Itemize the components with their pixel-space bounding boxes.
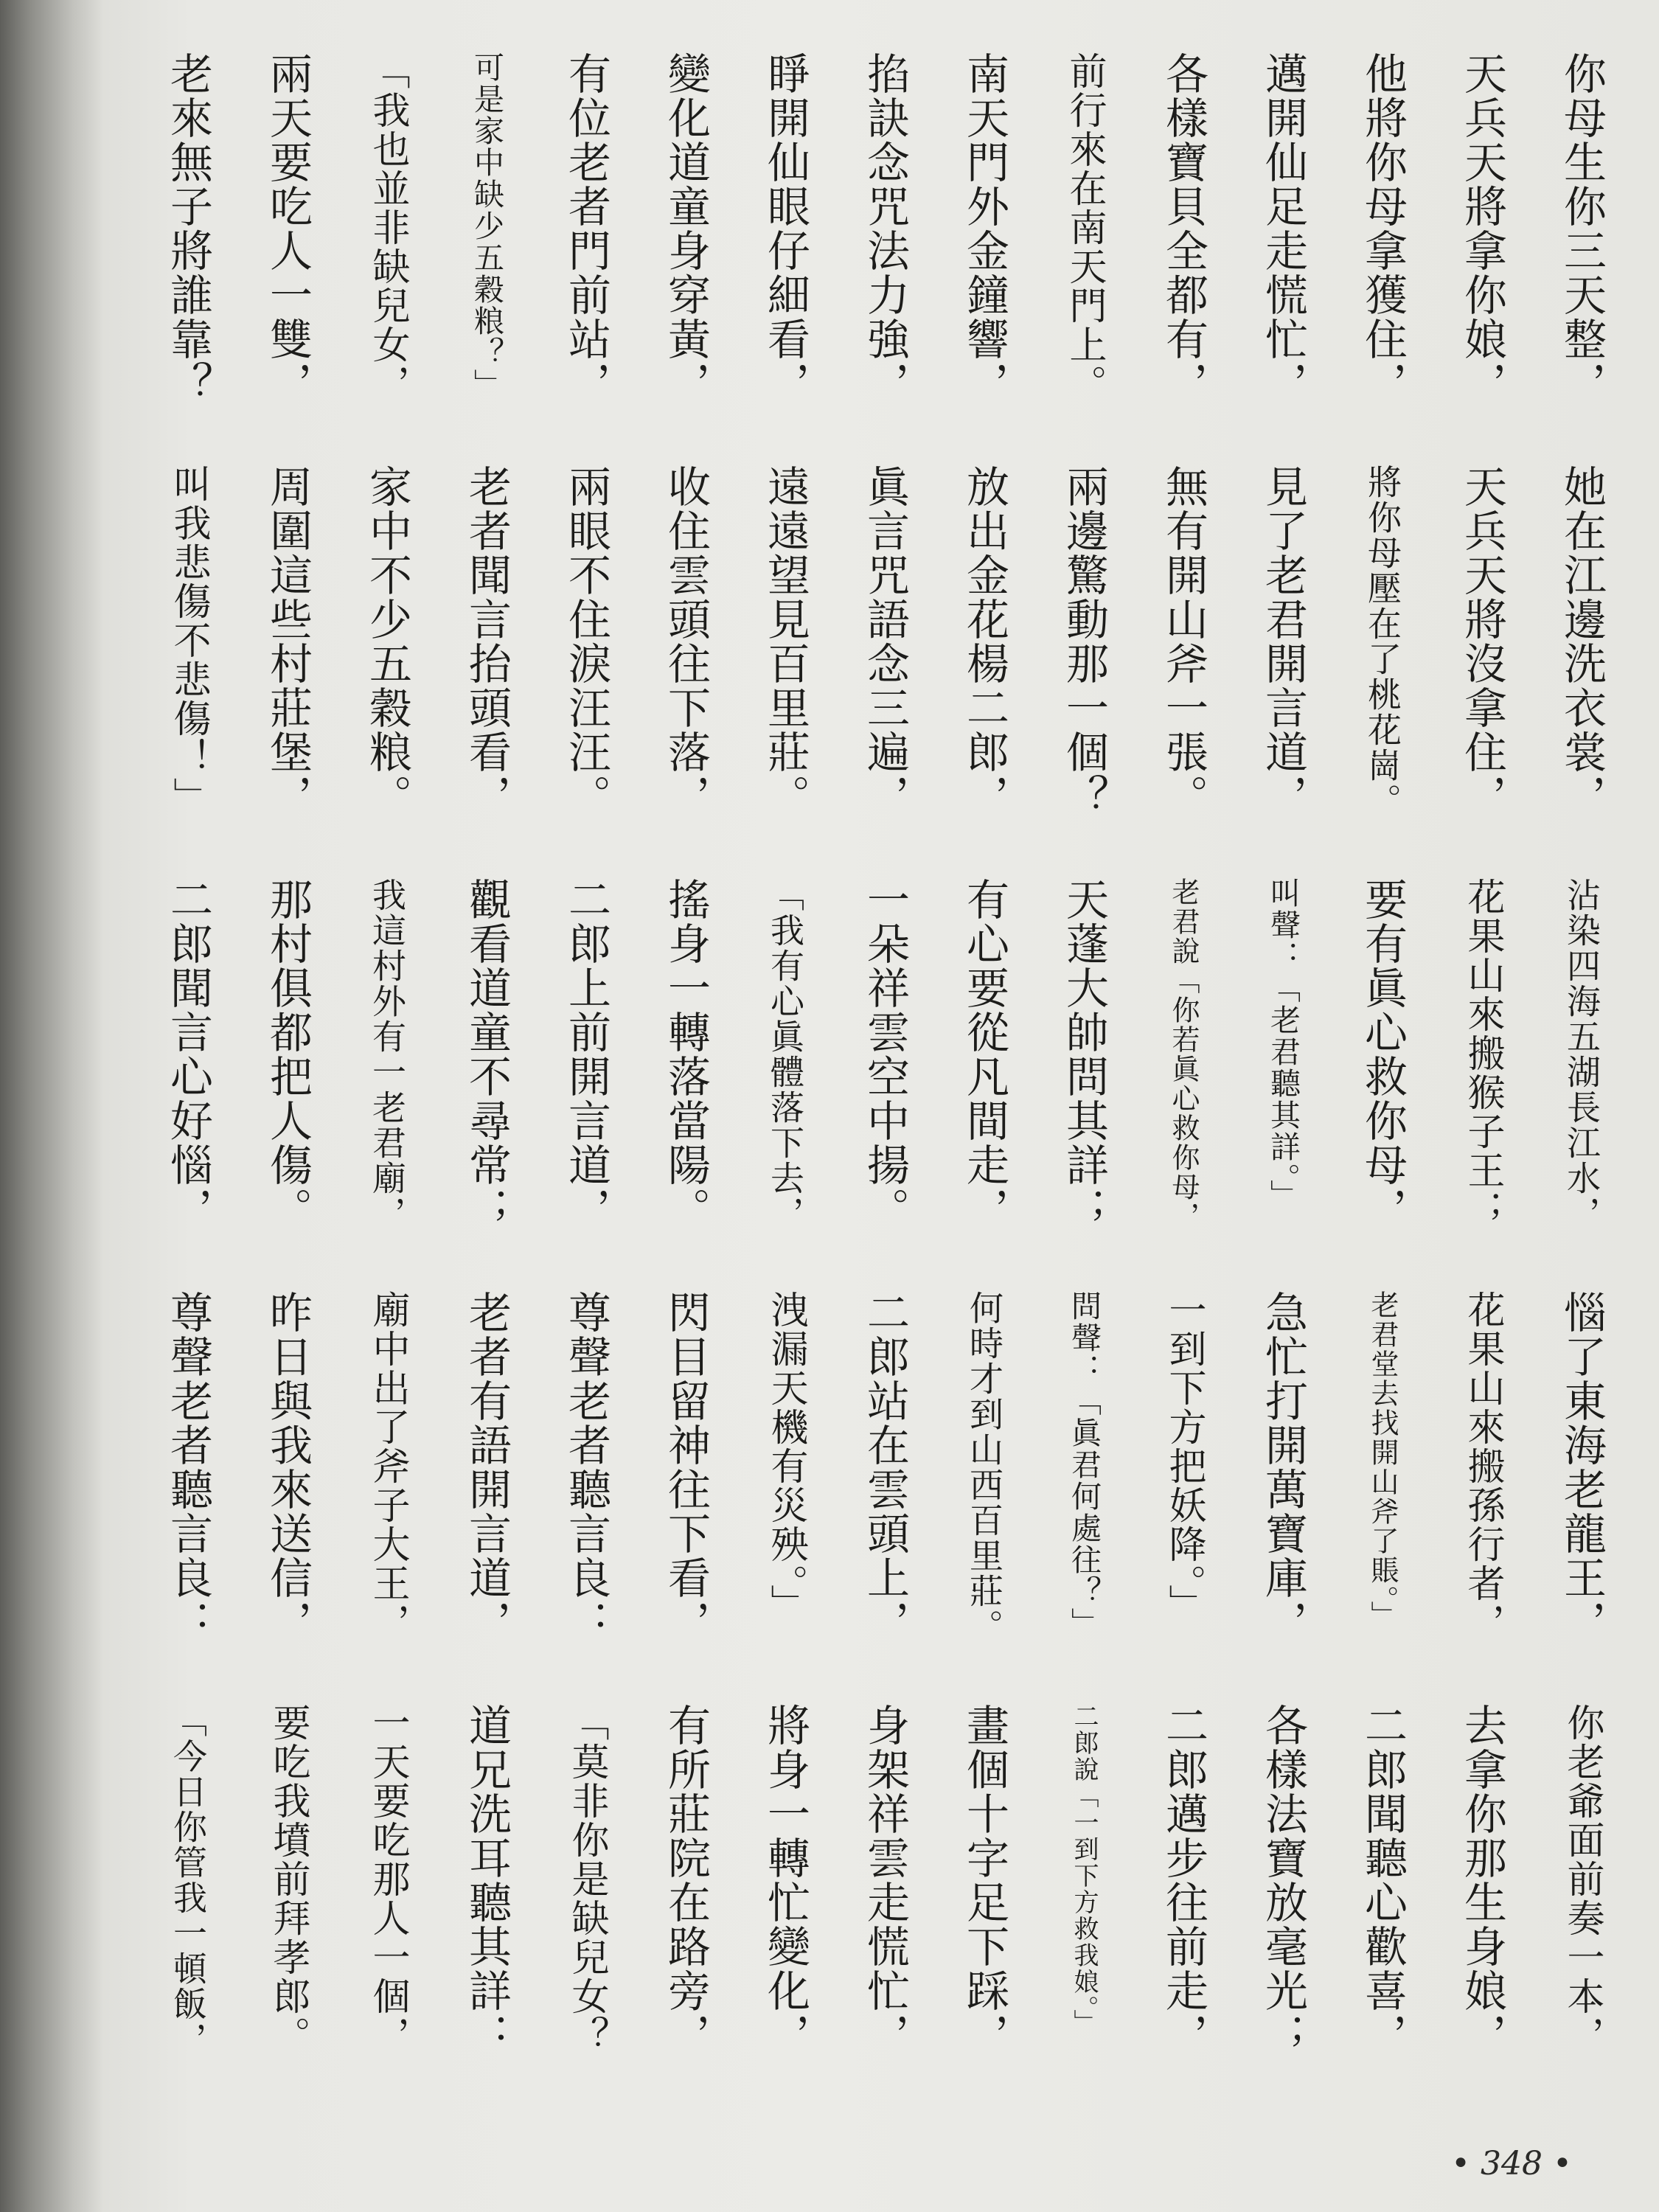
verse-phrase: 她在江邊洗衣裳， bbox=[1557, 465, 1607, 818]
verse-phrase: 變化道童身穿黃， bbox=[661, 52, 711, 406]
verse-phrase: 「莫非你是缺兒女？ bbox=[565, 1703, 608, 2055]
verse-phrase: 「我有心眞體落下去， bbox=[765, 877, 805, 1231]
verse-phrase: 兩邊驚動那一個？ bbox=[1059, 465, 1109, 818]
verse-phrase: 一朵祥雲空中揚。 bbox=[860, 877, 910, 1231]
verse-band-4 bbox=[151, 1290, 1618, 1644]
verse-phrase: 要有眞心救你母， bbox=[1357, 877, 1408, 1231]
verse-phrase: 老者聞言抬頭看， bbox=[462, 465, 512, 818]
verse-phrase: 尊聲老者聽言良： bbox=[561, 1290, 611, 1644]
verse-phrase: 我這村外有一老君廟， bbox=[367, 877, 407, 1231]
verse-phrase: 搖身一轉落當陽。 bbox=[661, 877, 711, 1231]
verse-phrase: 無有開山斧一張。 bbox=[1158, 465, 1208, 818]
verse-phrase: 昨日與我來送信， bbox=[262, 1290, 313, 1644]
verse-phrase: 他將你母拿獲住， bbox=[1357, 52, 1408, 406]
verse-phrase: 畫個十字足下踩， bbox=[959, 1703, 1009, 2057]
verse-phrase: 二郎聞言心好惱， bbox=[163, 877, 213, 1231]
verse-phrase: 有位老者門前站， bbox=[561, 52, 611, 406]
verse-phrase: 二郎說「一到下方救我娘。」 bbox=[1069, 1703, 1099, 2036]
verse-phrase: 睜開仙眼仔細看， bbox=[760, 52, 810, 406]
verse-phrase: 各樣法寶放毫光； bbox=[1258, 1703, 1308, 2057]
verse-phrase: 「我也並非缺兒女， bbox=[366, 52, 409, 403]
verse-phrase: 二郎聞聽心歡喜， bbox=[1357, 1703, 1408, 2057]
verse-phrase: 叫我悲傷不悲傷！」 bbox=[167, 465, 210, 816]
verse-phrase: 家中不少五穀粮。 bbox=[362, 465, 412, 818]
verse-phrase: 將身一轉忙變化， bbox=[760, 1703, 810, 2057]
verse-phrase: 遠遠望見百里莊。 bbox=[760, 465, 810, 818]
verse-phrase: 二郎上前開言道， bbox=[561, 877, 611, 1231]
verse-phrase: 老來無子將誰靠？ bbox=[163, 52, 213, 406]
verse-phrase: 問聲：「眞君何處往？」 bbox=[1066, 1290, 1102, 1639]
verse-phrase: 一天要吃那人一個， bbox=[366, 1703, 409, 2055]
verse-phrase: 何時才到山西百里莊。 bbox=[964, 1290, 1004, 1644]
verse-band-3 bbox=[151, 877, 1618, 1231]
verse-phrase: 身架祥雲走慌忙， bbox=[860, 1703, 910, 2057]
verse-phrase: 邁開仙足走慌忙， bbox=[1258, 52, 1308, 406]
verse-phrase: 老君堂去找開山斧了賬。」 bbox=[1366, 1290, 1399, 1630]
verse-phrase: 一到下方把妖降。」 bbox=[1162, 1290, 1206, 1624]
verse-phrase: 花果山來搬孫行者， bbox=[1461, 1290, 1504, 1642]
verse-phrase: 沾染四海五湖長江水， bbox=[1562, 877, 1601, 1231]
verse-phrase: 前行來在南天門上。 bbox=[1062, 52, 1106, 403]
verse-phrase: 見了老君開言道， bbox=[1258, 465, 1308, 818]
verse-phrase: 收住雲頭往下落， bbox=[661, 465, 711, 818]
verse-phrase: 觀看道童不尋常； bbox=[462, 877, 512, 1231]
verse-phrase: 天蓬大帥問其詳； bbox=[1059, 877, 1109, 1231]
verse-phrase: 「今日你管我一頓飯， bbox=[168, 1703, 208, 2057]
verse-phrase: 眞言咒語念三遍， bbox=[860, 465, 910, 818]
verse-phrase: 閃目留神往下看， bbox=[661, 1290, 711, 1644]
verse-phrase: 老者有語開言道， bbox=[462, 1290, 512, 1644]
verse-phrase: 兩眼不住淚汪汪。 bbox=[561, 465, 611, 818]
verse-band-5 bbox=[151, 1703, 1618, 2057]
verse-band-2 bbox=[151, 465, 1618, 818]
verse-phrase: 二郎邁步往前走， bbox=[1158, 1703, 1208, 2057]
verse-phrase: 你母生你三天整， bbox=[1557, 52, 1607, 406]
verse-phrase: 南天門外金鐘響， bbox=[959, 52, 1009, 406]
verse-phrase: 你老爺面前奏一本， bbox=[1560, 1703, 1604, 2055]
verse-phrase: 周圍這些村莊堡， bbox=[262, 465, 313, 818]
verse-phrase: 有心要從凡間走， bbox=[959, 877, 1009, 1231]
verse-phrase: 將你母壓在了桃花崗。 bbox=[1363, 465, 1402, 818]
page-number: • 348 • bbox=[1451, 2145, 1572, 2183]
verse-phrase: 天兵天將沒拿住， bbox=[1457, 465, 1507, 818]
verse-phrase: 有所莊院在路旁， bbox=[661, 1703, 711, 2057]
verse-phrase: 去拿你那生身娘， bbox=[1457, 1703, 1507, 2057]
verse-phrase: 放出金花楊二郎， bbox=[959, 465, 1009, 818]
verse-phrase: 掐訣念咒法力強， bbox=[860, 52, 910, 406]
verse-phrase: 尊聲老者聽言良： bbox=[163, 1290, 213, 1644]
verse-phrase: 惱了東海老龍王， bbox=[1557, 1290, 1607, 1644]
verse-phrase: 二郎站在雲頭上， bbox=[860, 1290, 910, 1644]
verse-phrase: 那村俱都把人傷。 bbox=[262, 877, 313, 1231]
verse-phrase: 各樣寶貝全都有， bbox=[1158, 52, 1208, 406]
verse-phrase: 兩天要吃人一雙， bbox=[262, 52, 313, 406]
verse-phrase: 急忙打開萬寶庫， bbox=[1258, 1290, 1308, 1644]
verse-band-1 bbox=[151, 52, 1618, 406]
verse-phrase: 洩漏天機有災殃。」 bbox=[764, 1290, 807, 1624]
verse-text-block bbox=[151, 52, 1618, 2057]
verse-phrase: 道兄洗耳聽其詳： bbox=[462, 1703, 512, 2057]
verse-phrase: 老君說「你若眞心救你母， bbox=[1167, 877, 1200, 1231]
book-gutter-shadow bbox=[0, 0, 103, 2212]
verse-phrase: 叫聲：「老君聽其詳。」 bbox=[1265, 877, 1301, 1211]
verse-phrase: 天兵天將拿你娘， bbox=[1457, 52, 1507, 406]
verse-phrase: 要吃我墳前拜孝郎。 bbox=[266, 1703, 310, 2055]
verse-phrase: 可是家中缺少五穀粮？」 bbox=[469, 52, 504, 400]
verse-phrase: 廟中出了斧子大王， bbox=[366, 1290, 409, 1642]
verse-phrase: 花果山來搬猴子王； bbox=[1461, 877, 1504, 1229]
